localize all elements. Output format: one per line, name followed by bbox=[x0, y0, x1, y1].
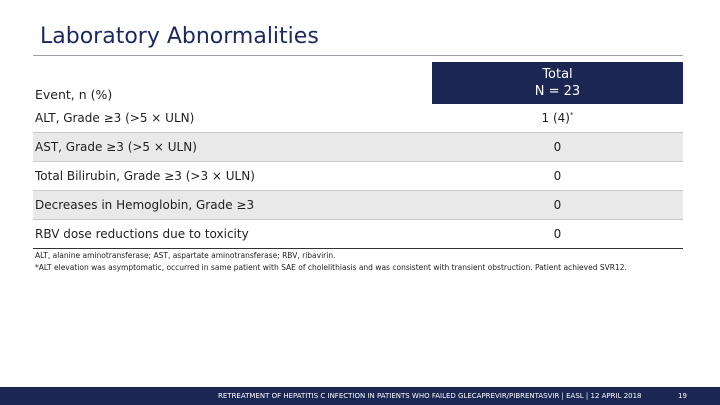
table-row bbox=[33, 220, 683, 249]
footer-text: RETREATMENT OF HEPATITIS C INFECTION IN PATIENTS WHO FAILED GLECAPREVIR/PIBRENTASVIR | EASL | 12 APRIL 2018 bbox=[218, 392, 642, 400]
row-label: AST, Grade ≥3 (>5 × ULN) bbox=[35, 140, 197, 154]
column-header-event: Event, n (%) bbox=[35, 87, 113, 102]
table-row bbox=[33, 191, 683, 220]
total-n: N = 23 bbox=[534, 84, 581, 99]
table-row bbox=[33, 133, 683, 162]
table-row bbox=[33, 104, 683, 133]
title-divider bbox=[33, 55, 683, 56]
row-label: RBV dose reductions due to toxicity bbox=[35, 227, 249, 241]
slide-title: Laboratory Abnormalities bbox=[40, 24, 319, 49]
row-label: Total Bilirubin, Grade ≥3 (>3 × ULN) bbox=[35, 169, 255, 183]
table-row bbox=[33, 162, 683, 191]
column-header-total bbox=[432, 62, 683, 104]
row-label: Decreases in Hemoglobin, Grade ≥3 bbox=[35, 198, 255, 212]
page-number: 19 bbox=[678, 392, 687, 400]
footnote-abbreviations: ALT, alanine aminotransferase; AST, aspartate aminotransferase; RBV, ribavirin. bbox=[35, 251, 336, 260]
row-value: 0 bbox=[553, 140, 562, 154]
footnote-marker: * bbox=[569, 111, 574, 119]
footnote-alt: *ALT elevation was asymptomatic, occurred in same patient with SAE of cholelithiasis and was consistent with transient obstruction. Patient achieved SVR12. bbox=[35, 263, 627, 272]
row-value: 0 bbox=[553, 227, 562, 241]
total-label: Total bbox=[542, 67, 573, 82]
row-value: 0 bbox=[553, 169, 562, 183]
row-value: 0 bbox=[553, 198, 562, 212]
row-label: ALT, Grade ≥3 (>5 × ULN) bbox=[35, 111, 195, 125]
row-value: 1 (4)* bbox=[541, 111, 574, 125]
